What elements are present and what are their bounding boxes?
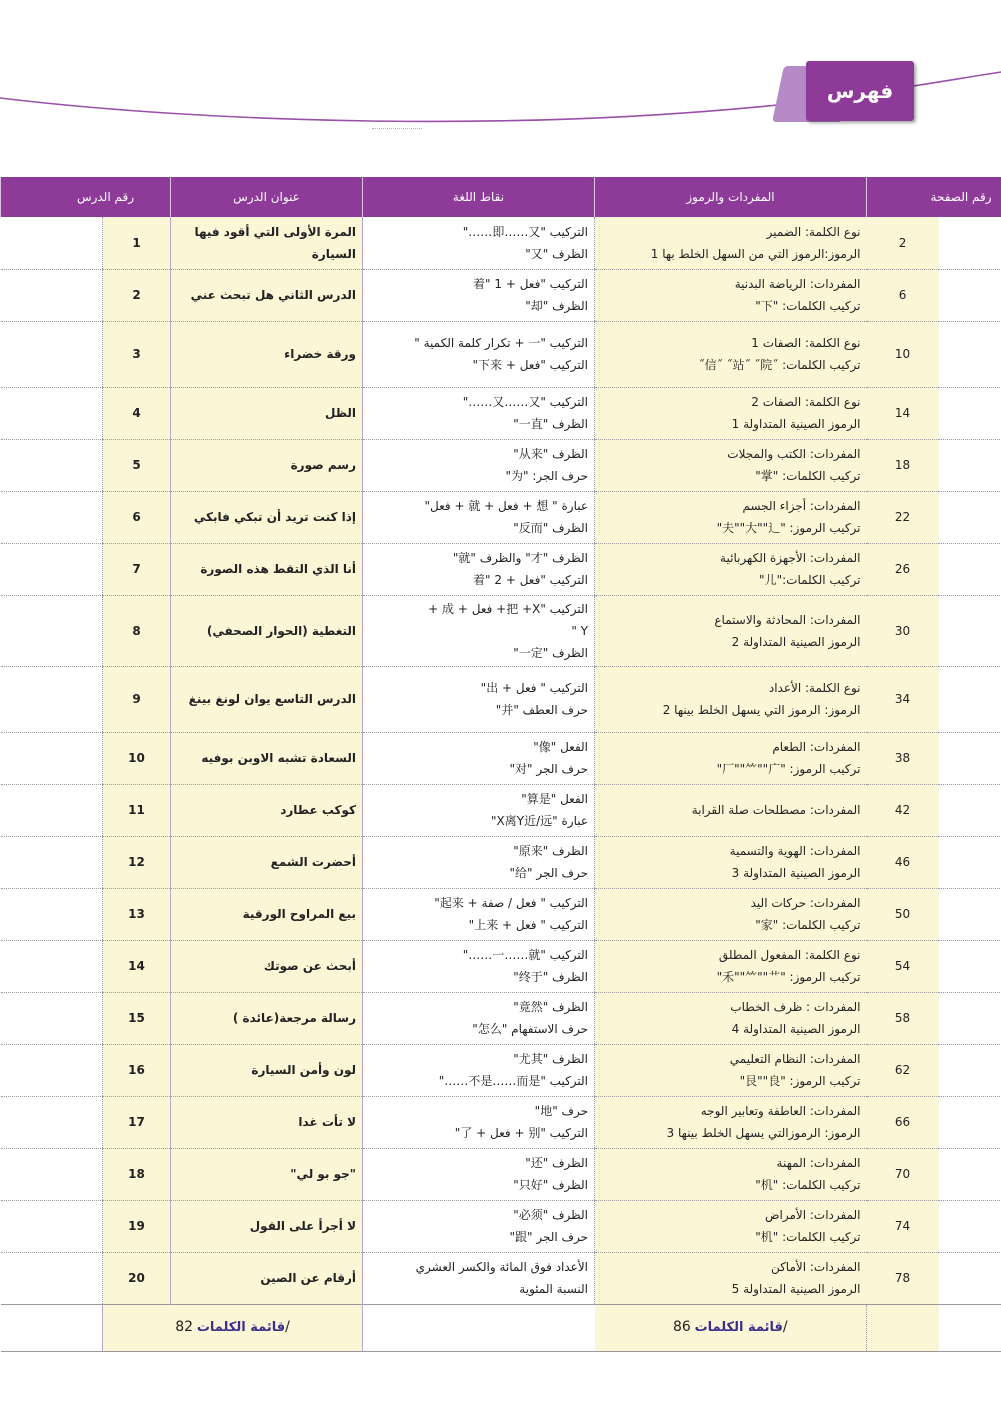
grammar-points [363, 1252, 595, 1304]
vocab-points [595, 321, 867, 387]
row-right-margin [939, 543, 1001, 595]
grammar-points [363, 784, 595, 836]
lesson-title-text: إذا كنت تريد أن تبكي فابكي [193, 510, 357, 524]
table-row [1, 940, 1001, 992]
page-number: 58 [867, 992, 939, 1044]
grammar-line: الظرف "必须" [513, 1208, 589, 1222]
page-number: 66 [867, 1096, 939, 1148]
table-row [1, 217, 1001, 269]
grammar-line: الظرف "又" [525, 246, 589, 261]
grammar-line: عبارة " 想 + فعل + 就 + فعل" [424, 499, 589, 513]
vocab-points [595, 1148, 867, 1200]
grammar-line: الظرف "才" والظرف "就" [452, 551, 589, 565]
lesson-number: 3 [103, 321, 171, 387]
lesson-number: 13 [103, 888, 171, 940]
vocab-line: الرموز: الرموزالتي يسهل الخلط بينها 3 [666, 1126, 861, 1140]
decorative-dots [372, 128, 422, 129]
lesson-title-text: ورقة خضراء [284, 347, 357, 361]
table-row [1, 1148, 1001, 1200]
row-left-margin [1, 940, 103, 992]
grammar-points [363, 1148, 595, 1200]
lesson-number: 15 [103, 992, 171, 1044]
lesson-title-text: الدرس الثاني هل تبحث عني [190, 288, 357, 302]
row-right-margin [939, 1044, 1001, 1096]
lesson-number: 9 [103, 666, 171, 732]
row-right-margin [939, 1200, 1001, 1252]
row-right-margin [939, 836, 1001, 888]
vocab-line: نوع الكلمة: الضمير [766, 224, 861, 239]
vocab-line: المفردات: مصطلحات صلة القرابة [691, 803, 861, 817]
grammar-line: التركيب "又……又……" [462, 395, 589, 409]
row-right-margin [939, 1148, 1001, 1200]
lesson-title[interactable] [171, 543, 363, 595]
grammar-line: حرف "地" [534, 1104, 589, 1118]
lesson-number: 17 [103, 1096, 171, 1148]
lesson-number: 1 [103, 217, 171, 269]
vocab-line: المفردات: الأجهزة الكهربائية [720, 551, 861, 565]
word-list-page: 82/ [175, 1319, 290, 1335]
lesson-number: 19 [103, 1200, 171, 1252]
page-number: 30 [867, 595, 939, 666]
grammar-line: التركيب "一 + تكرار كلمة الكمية " [414, 336, 589, 350]
lesson-title[interactable] [171, 387, 363, 439]
vocab-points [595, 1252, 867, 1304]
grammar-line: Y " [571, 623, 589, 638]
lesson-number: 2 [103, 269, 171, 321]
lesson-title-text: أحضرت الشمع [270, 855, 357, 869]
grammar-line: الظرف "原来" [513, 844, 589, 858]
vocab-line: تركيب الكلمات: "掌" [755, 469, 861, 483]
lesson-title[interactable] [171, 666, 363, 732]
row-left-margin [1, 1252, 103, 1304]
row-left-margin [1, 836, 103, 888]
vocab-points [595, 888, 867, 940]
lesson-title[interactable] [171, 1148, 363, 1200]
vocab-line: تركيب الرموز: "艮""良" [739, 1074, 861, 1088]
grammar-points [363, 732, 595, 784]
vocab-line: تركيب الرموز: "禾""⺮""艹" [716, 970, 861, 984]
vocab-line: الرموز:الرموز التي من السهل الخلط بها 1 [650, 246, 861, 261]
page-number: 46 [867, 836, 939, 888]
vocab-line: المفردات: حركات اليد [750, 896, 861, 910]
lesson-number: 14 [103, 940, 171, 992]
vocab-points [595, 543, 867, 595]
vocab-line: المفردات: المحادثة والاستماع [714, 612, 861, 627]
grammar-points [363, 491, 595, 543]
lesson-title[interactable] [171, 321, 363, 387]
row-left-margin [1, 992, 103, 1044]
row-left-margin [1, 1200, 103, 1252]
row-left-margin [1, 439, 103, 491]
grammar-line: عبارة "X离Y近/远" [491, 814, 589, 828]
row-right-margin [939, 888, 1001, 940]
vocab-line: تركيب الكلمات: "家" [755, 918, 861, 932]
index-table [0, 177, 1001, 1352]
lesson-title-text: لا تأت غدا [298, 1115, 357, 1129]
vocab-line: تركيب الكلمات: ˝信˝ ˝站˝ ˝院˝ [698, 358, 861, 372]
grammar-points [363, 992, 595, 1044]
row-left-margin [1, 1096, 103, 1148]
table-row [1, 595, 1001, 666]
page-number: 10 [867, 321, 939, 387]
lesson-title-text: رسم صورة [290, 458, 357, 472]
row-right-margin [939, 595, 1001, 666]
header-page: رقم الصفحة [867, 177, 1001, 217]
grammar-line: الفعل "算是" [521, 792, 589, 806]
grammar-line: حرف العطف "并" [495, 703, 589, 717]
grammar-line: الظرف "反而" [513, 521, 589, 535]
row-right-margin [939, 732, 1001, 784]
row-left-margin [1, 1044, 103, 1096]
vocab-line: الرموز الصينية المتداولة 3 [731, 866, 861, 880]
grammar-line: التركيب " فعل / صفة + 起来" [434, 896, 589, 910]
vocab-line: نوع الكلمة: الصفات 2 [751, 395, 861, 409]
vocab-line: المفردات: الطعام [772, 740, 861, 754]
page-number: 74 [867, 1200, 939, 1252]
grammar-line: التركيب "فعل + 下来" [472, 358, 589, 372]
lesson-title-text: رسالة مرجعة(عائدة ) [232, 1011, 357, 1025]
grammar-line: التركيب " فعل + 出" [480, 681, 589, 695]
vocab-points [595, 491, 867, 543]
vocab-points [595, 387, 867, 439]
row-left-margin [1, 666, 103, 732]
grammar-line: الظرف "一定" [513, 645, 589, 660]
lesson-title-text: التغطية (الحوار الصحفي) [206, 623, 357, 638]
table-row [1, 784, 1001, 836]
vocab-line: المفردات : ظرف الخطاب [730, 1000, 861, 1014]
grammar-line: التركيب "فعل + 着" 1 [473, 277, 589, 291]
row-right-margin [939, 1252, 1001, 1304]
vocab-line: تركيب الكلمات:"儿" [759, 573, 861, 587]
page-number: 50 [867, 888, 939, 940]
grammar-line: التركيب "把 +X+ فعل + 成 + [428, 601, 589, 616]
table-row [1, 321, 1001, 387]
row-right-margin [939, 439, 1001, 491]
row-left-margin [1, 269, 103, 321]
grammar-line: الظرف "一直" [513, 417, 589, 431]
grammar-line: التركيب "别 + فعل + 了" [454, 1126, 589, 1140]
row-left-margin [1, 732, 103, 784]
page-number: 42 [867, 784, 939, 836]
vocab-points [595, 595, 867, 666]
row-right-margin [939, 491, 1001, 543]
page-number: 78 [867, 1252, 939, 1304]
grammar-points [363, 666, 595, 732]
vocab-line: المفردات: الهوية والتسمية [729, 844, 861, 858]
grammar-line: الظرف "竟然" [513, 1000, 589, 1014]
row-right-margin [939, 992, 1001, 1044]
row-right-margin [939, 1304, 1001, 1351]
lesson-title-text: المرة الأولى التي أقود فيها السيارة [194, 224, 357, 261]
vocab-points [595, 439, 867, 491]
vocab-points [595, 1200, 867, 1252]
vocab-points [595, 836, 867, 888]
vocab-line: الرموز: الرموز التي يسهل الخلط بينها 2 [662, 703, 861, 717]
vocab-line: نوع الكلمة: الصفات 1 [751, 336, 861, 350]
header-grammar: نقاط اللغة [363, 177, 595, 217]
grammar-points [363, 321, 595, 387]
vocab-line: تركيب الرموز: "厂""⺮""广" [716, 762, 861, 776]
lesson-title-text: أبحث عن صوتك [263, 959, 357, 973]
word-list-page: 86/ [672, 1319, 788, 1335]
page-number: 70 [867, 1148, 939, 1200]
row-left-margin [1, 595, 103, 666]
lesson-number: 11 [103, 784, 171, 836]
lesson-number: 12 [103, 836, 171, 888]
vocab-line: المفردات: الأماكن [770, 1260, 861, 1274]
grammar-points [363, 595, 595, 666]
vocab-line: المفردات: العاطفة وتعابير الوجه [700, 1104, 861, 1118]
vocab-line: تركيب الرموز: "夫""大""辶" [716, 521, 861, 535]
lesson-title[interactable] [171, 836, 363, 888]
page-title: فهرس [806, 61, 914, 121]
vocab-line: المفردات: أجزاء الجسم [742, 499, 861, 513]
grammar-line: حرف الجر "给" [509, 866, 589, 880]
lesson-title-text: بيع المراوح الورقية [242, 907, 357, 921]
lesson-title[interactable] [171, 992, 363, 1044]
vocab-points [595, 666, 867, 732]
word-list-link[interactable]: قائمة الكلمات [196, 1320, 286, 1335]
table-row [1, 732, 1001, 784]
lesson-title-text: أرقام عن الصين [260, 1271, 357, 1285]
header-lesson-no: رقم الدرس [1, 177, 171, 217]
row-right-margin [939, 1096, 1001, 1148]
row-left-margin [1, 1304, 103, 1351]
vocab-line: المفردات: النظام التعليمي [729, 1052, 861, 1066]
page-number: 38 [867, 732, 939, 784]
vocab-line: تركيب الكلمات: "机" [755, 1178, 861, 1192]
vocab-line: نوع الكلمة: المفعول المطلق [718, 948, 861, 962]
vocab-line: المفردات: الكتب والمجلات [727, 447, 861, 461]
grammar-points [363, 1044, 595, 1096]
lesson-number: 8 [103, 595, 171, 666]
vocab-points [595, 1096, 867, 1148]
table-row [1, 543, 1001, 595]
lesson-title[interactable] [171, 595, 363, 666]
vocab-line: الرموز الصينية المتداولة 2 [731, 634, 861, 649]
row-right-margin [939, 217, 1001, 269]
lesson-title[interactable] [171, 1252, 363, 1304]
grammar-points [363, 888, 595, 940]
table-row [1, 269, 1001, 321]
row-right-margin [939, 940, 1001, 992]
word-list-link[interactable]: قائمة الكلمات [694, 1320, 783, 1335]
footer-left-cell[interactable] [103, 1304, 363, 1351]
footer-row [1, 1304, 1001, 1351]
grammar-line: الظرف "还" [525, 1156, 589, 1170]
page-number: 14 [867, 387, 939, 439]
grammar-line: الظرف "却" [525, 299, 589, 313]
vocab-line: نوع الكلمة: الأعداد [768, 681, 861, 695]
grammar-points [363, 269, 595, 321]
row-right-margin [939, 387, 1001, 439]
lesson-title[interactable] [171, 784, 363, 836]
lesson-number: 18 [103, 1148, 171, 1200]
vocab-line: المفردات: الأمراض [764, 1208, 861, 1222]
table-row [1, 666, 1001, 732]
footer-empty-cell [363, 1304, 595, 1351]
grammar-points [363, 1200, 595, 1252]
grammar-points [363, 387, 595, 439]
lesson-number: 16 [103, 1044, 171, 1096]
grammar-line: الظرف "终于" [513, 970, 589, 984]
row-left-margin [1, 888, 103, 940]
lesson-title-text: كوكب عطارد [280, 803, 357, 817]
vocab-line: الرموز الصينية المتداولة 4 [731, 1022, 861, 1036]
lesson-title-text: السعادة تشبه الاوبن بوفيه [201, 751, 357, 765]
vocab-points [595, 992, 867, 1044]
lesson-title[interactable] [171, 269, 363, 321]
table-row [1, 1252, 1001, 1304]
grammar-line: التركيب "一……就……" [462, 948, 589, 962]
vocab-points [595, 269, 867, 321]
grammar-line: الظرف "从来" [513, 447, 589, 461]
grammar-line: الظرف "只好" [513, 1178, 589, 1192]
grammar-points [363, 543, 595, 595]
lesson-title[interactable] [171, 491, 363, 543]
table-row [1, 387, 1001, 439]
lesson-number: 6 [103, 491, 171, 543]
table-row [1, 1200, 1001, 1252]
lesson-title[interactable] [171, 888, 363, 940]
page-number: 6 [867, 269, 939, 321]
lesson-title-text: لون وأمن السيارة [251, 1063, 357, 1077]
page-number: 22 [867, 491, 939, 543]
lesson-title[interactable] [171, 439, 363, 491]
vocab-line: المفردات: المهنة [776, 1156, 861, 1170]
page-number: 2 [867, 217, 939, 269]
row-left-margin [1, 217, 103, 269]
lesson-title-text: لا أجرأ على القول [249, 1219, 357, 1233]
table-row [1, 439, 1001, 491]
lesson-title[interactable] [171, 1200, 363, 1252]
page-number: 18 [867, 439, 939, 491]
page-number: 26 [867, 543, 939, 595]
grammar-line: حرف الاستفهام "怎么" [472, 1022, 589, 1036]
grammar-points [363, 836, 595, 888]
row-right-margin [939, 321, 1001, 387]
row-left-margin [1, 784, 103, 836]
grammar-line: حرف الجر "跟" [509, 1230, 589, 1244]
row-left-margin [1, 1148, 103, 1200]
row-right-margin [939, 666, 1001, 732]
grammar-line: التركيب "فعل + 着" 2 [473, 573, 589, 587]
footer-page-cell [867, 1304, 939, 1351]
lesson-title[interactable] [171, 940, 363, 992]
table-row [1, 491, 1001, 543]
table-row [1, 1044, 1001, 1096]
table-row [1, 1096, 1001, 1148]
page-number: 34 [867, 666, 939, 732]
footer-right-cell[interactable] [595, 1304, 867, 1351]
grammar-line: حرف الجر: "为" [505, 469, 589, 483]
row-right-margin [939, 784, 1001, 836]
table-row [1, 836, 1001, 888]
vocab-points [595, 940, 867, 992]
lesson-title-text: "جو بو لي" [290, 1167, 357, 1181]
row-left-margin [1, 387, 103, 439]
lesson-title-text: الدرس التاسع يوان لونغ بينغ [188, 692, 357, 706]
grammar-line: التركيب "即……又……" [462, 224, 589, 239]
table-header-row [1, 177, 1001, 217]
vocab-points [595, 784, 867, 836]
page-number: 62 [867, 1044, 939, 1096]
grammar-line: الفعل "像" [533, 740, 589, 754]
lesson-number: 7 [103, 543, 171, 595]
lesson-number: 20 [103, 1252, 171, 1304]
lesson-title-text: الظل [324, 406, 357, 420]
lesson-title[interactable] [171, 732, 363, 784]
header-lesson-title: عنوان الدرس [171, 177, 363, 217]
vocab-points [595, 217, 867, 269]
vocab-line: الرموز الصينية المتداولة 5 [731, 1282, 861, 1296]
lesson-title[interactable] [171, 217, 363, 269]
table-row [1, 888, 1001, 940]
row-left-margin [1, 321, 103, 387]
header-vocab: المفردات والرموز [595, 177, 867, 217]
table-row [1, 992, 1001, 1044]
row-left-margin [1, 543, 103, 595]
vocab-line: المفردات: الرياضة البدنية [734, 277, 861, 291]
vocab-line: تركيب الكلمات: "下" [755, 299, 861, 313]
lesson-title[interactable] [171, 1044, 363, 1096]
vocab-line: الرموز الصينية المتداولة 1 [731, 417, 861, 431]
lesson-title-text: أنا الذي التقط هذه الصورة [200, 562, 357, 576]
grammar-points [363, 439, 595, 491]
vocab-line: تركيب الكلمات: "机" [755, 1230, 861, 1244]
row-left-margin [1, 491, 103, 543]
grammar-line: التركيب "不是……而是……" [438, 1074, 589, 1088]
grammar-points [363, 940, 595, 992]
row-right-margin [939, 269, 1001, 321]
lesson-number: 10 [103, 732, 171, 784]
grammar-line: التركيب " فعل + 上来" [468, 918, 589, 932]
lesson-number: 4 [103, 387, 171, 439]
vocab-points [595, 732, 867, 784]
grammar-line: النسبة المئوية [519, 1282, 589, 1296]
grammar-line: الظرف "尤其" [513, 1052, 589, 1066]
page-number: 54 [867, 940, 939, 992]
grammar-line: حرف الجر "对" [509, 762, 589, 776]
lesson-title[interactable] [171, 1096, 363, 1148]
grammar-points [363, 217, 595, 269]
lesson-number: 5 [103, 439, 171, 491]
grammar-line: الأعداد فوق المائة والكسر العشري [415, 1260, 589, 1274]
grammar-points [363, 1096, 595, 1148]
vocab-points [595, 1044, 867, 1096]
